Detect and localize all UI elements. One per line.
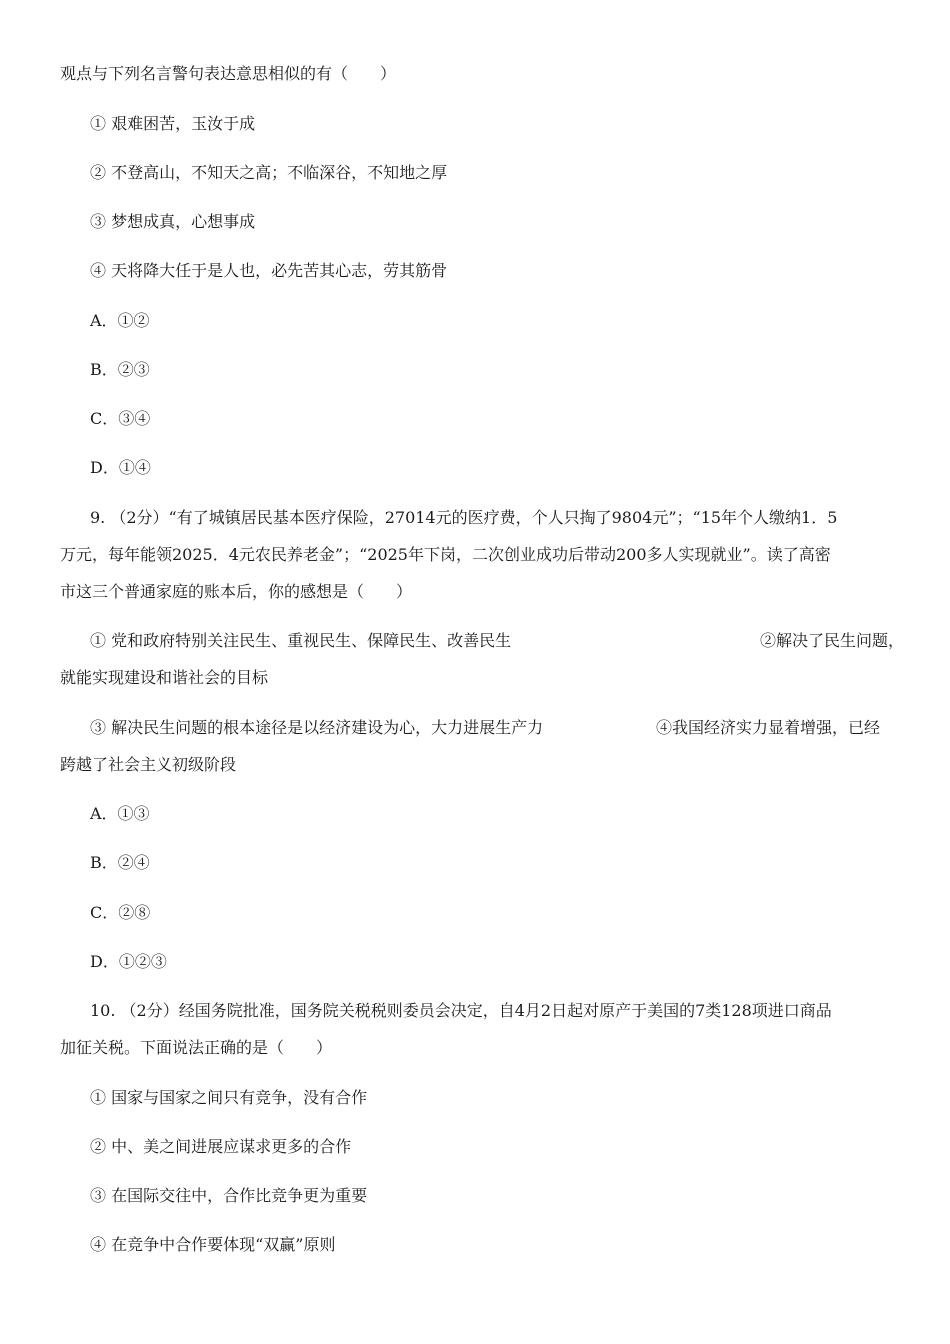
q8-item-4: ④ 天将降大任于是人也，必先苦其心志，劳其筋骨	[90, 261, 448, 280]
q8-item-2: ② 不登高山，不知天之高；不临深谷，不知地之厚	[90, 163, 448, 182]
q8-item-3: ③ 梦想成真，心想事成	[90, 212, 256, 231]
q9-option-b: B．②④	[90, 853, 150, 872]
q10-item-4: ④ 在竞争中合作要体现“双赢”原则	[90, 1235, 336, 1254]
q8-option-b: B．②③	[90, 360, 150, 379]
q9-item-2-tail: 就能实现建设和谐社会的目标	[60, 668, 269, 687]
q9-item-2-head: ②解决了民生问题，	[760, 631, 905, 650]
q9-stem-line-1: 9. （2分）“有了城镇居民基本医疗保险，27014元的医疗费，个人只掏了9804元”；“15年个人缴纳1．5	[90, 508, 838, 527]
q10-item-1: ① 国家与国家之间只有竞争，没有合作	[90, 1088, 368, 1107]
q9-item-4-head: ④我国经济实力显着增强，已经	[656, 718, 881, 737]
q9-item-1: ① 党和政府特别关注民生、重视民生、保障民生、改善民生	[90, 631, 512, 650]
q9-stem-line-2: 万元，每年能领2025．4元农民养老金”；“2025年下岗，二次创业成功后带动200多人实现就业”。读了高密	[60, 545, 831, 564]
q9-item-4-tail: 跨越了社会主义初级阶段	[60, 755, 237, 774]
q10-item-2: ② 中、美之间进展应谋求更多的合作	[90, 1137, 352, 1156]
q8-item-1: ① 艰难困苦，玉汝于成	[90, 114, 256, 133]
q9-item-3: ③ 解决民生问题的根本途径是以经济建设为心，大力进展生产力	[90, 718, 544, 737]
q9-option-c: C．②⑧	[90, 903, 151, 922]
q9-stem-line-3: 市这三个普通家庭的账本后，你的感想是（ ）	[60, 582, 413, 601]
q8-option-d: D．①④	[90, 458, 151, 477]
q9-option-d: D．①②③	[90, 952, 167, 971]
q10-stem-line-2: 加征关税。下面说法正确的是（ ）	[60, 1038, 333, 1057]
q9-option-a: A．①③	[90, 804, 150, 823]
q8-option-c: C．③④	[90, 409, 151, 428]
q8-option-a: A．①②	[90, 311, 150, 330]
q10-stem-line-1: 10. （2分）经国务院批准，国务院关税税则委员会决定，自4月2日起对原产于美国的7类128项进口商品	[90, 1001, 832, 1020]
q10-item-3: ③ 在国际交往中，合作比竞争更为重要	[90, 1186, 368, 1205]
q8-stem: 观点与下列名言警句表达意思相似的有（ ）	[60, 64, 397, 83]
